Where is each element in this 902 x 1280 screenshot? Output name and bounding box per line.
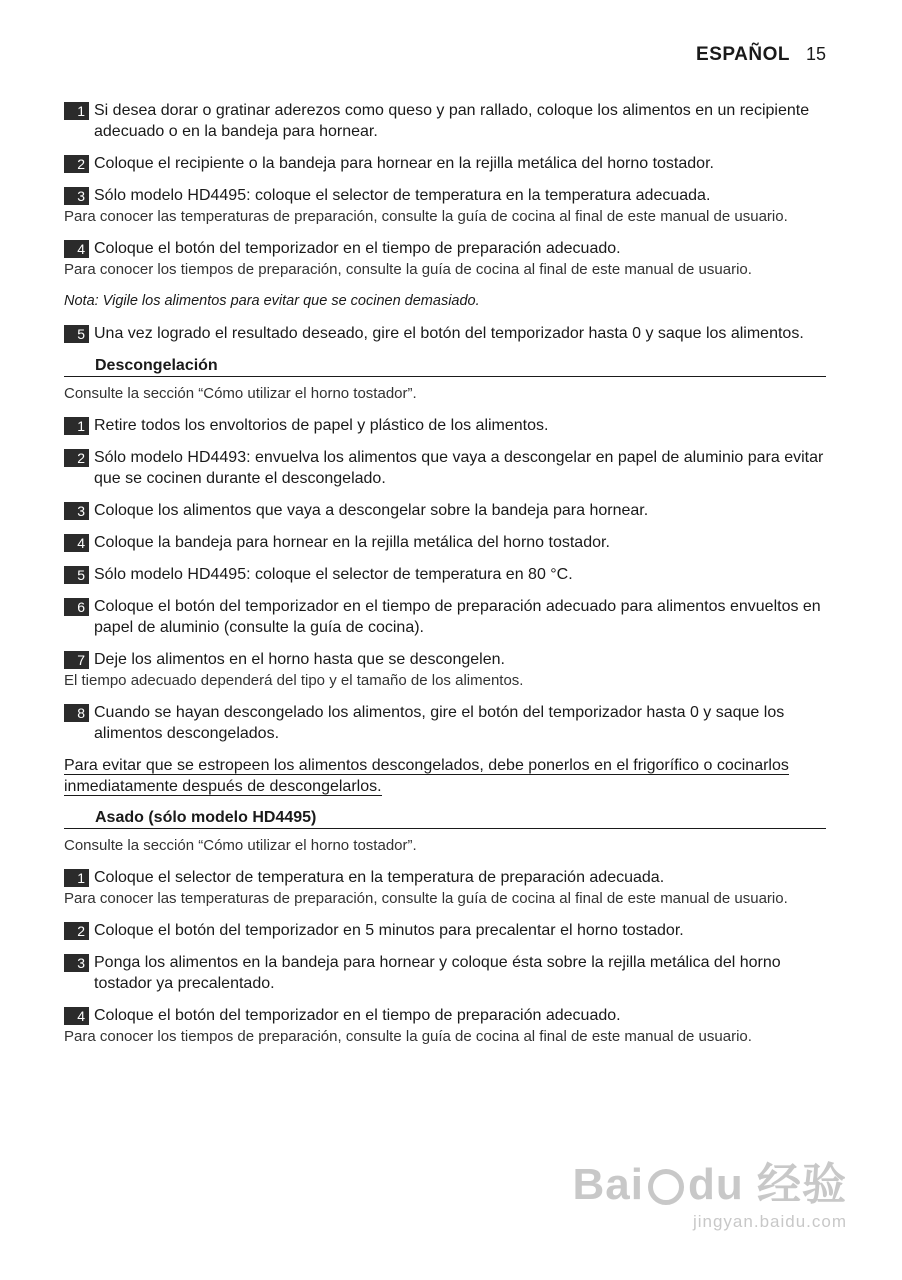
step-text: Sólo modelo HD4495: coloque el selector de temperatura en 80 °C. [94, 566, 573, 583]
step-number: 2 [64, 449, 89, 467]
step-number: 3 [64, 502, 89, 520]
language-label: ESPAÑOL [696, 44, 790, 65]
step-number: 5 [64, 325, 89, 343]
step-a1 [64, 100, 826, 142]
step-d1 [64, 415, 826, 436]
step-text: Deje los alimentos en el horno hasta que se descongelen. [94, 651, 505, 668]
step-a2 [64, 153, 826, 174]
step-number: 2 [64, 155, 89, 173]
step-text: Coloque el botón del temporizador en el tiempo de preparación adecuado. [94, 240, 621, 257]
step-text: Si desea dorar o gratinar aderezos como queso y pan rallado, coloque los alimentos en un recipiente adecuado o en la bandeja para hornear. [94, 102, 810, 140]
step-d2 [64, 447, 826, 489]
step-text: Una vez logrado el resultado deseado, gire el botón del temporizador hasta 0 y saque los alimentos. [94, 325, 804, 342]
step-text: Coloque el botón del temporizador en el tiempo de preparación adecuado. [94, 1007, 621, 1024]
step-note: Para conocer las temperaturas de preparación, consulte la guía de cocina al final de este manual de usuario. [64, 890, 788, 907]
step-number: 1 [64, 869, 89, 887]
step-note: Para conocer los tiempos de preparación, consulte la guía de cocina al final de este manual de usuario. [64, 261, 752, 278]
step-note: Para conocer las temperaturas de preparación, consulte la guía de cocina al final de este manual de usuario. [64, 208, 788, 225]
step-number: 1 [64, 102, 89, 120]
step-a5 [64, 323, 826, 344]
section-reference: Consulte la sección “Cómo utilizar el horno tostador”. [64, 385, 417, 402]
step-number: 4 [64, 240, 89, 258]
step-number: 3 [64, 954, 89, 972]
watermark-logo [573, 1148, 847, 1212]
watermark-logo-right: du 经验 [688, 1160, 847, 1209]
step-d4 [64, 532, 826, 553]
step-number: 6 [64, 598, 89, 616]
step-a4 [64, 238, 826, 280]
step-r2 [64, 920, 826, 941]
step-note: El tiempo adecuado dependerá del tipo y el tamaño de los alimentos. [64, 672, 524, 689]
step-text: Coloque los alimentos que vaya a descongelar sobre la bandeja para hornear. [94, 502, 649, 519]
step-text: Sólo modelo HD4495: coloque el selector de temperatura en la temperatura adecuada. [94, 187, 711, 204]
page-number: 15 [805, 44, 826, 64]
step-r1 [64, 867, 826, 909]
step-text: Coloque el botón del temporizador en el tiempo de preparación adecuado para alimentos envueltos en papel de aluminio (consulte la guía de cocina). [94, 598, 821, 636]
step-number: 5 [64, 566, 89, 584]
baidu-watermark [573, 1148, 847, 1232]
step-number: 2 [64, 922, 89, 940]
section-heading-descongelacion: Descongelación [64, 355, 826, 377]
step-text: Coloque el recipiente o la bandeja para hornear en la rejilla metálica del horno tostador. [94, 155, 714, 172]
warning-text [64, 755, 826, 797]
step-text: Coloque el selector de temperatura en la temperatura de preparación adecuada. [94, 869, 665, 886]
step-note: Para conocer los tiempos de preparación, consulte la guía de cocina al final de este manual de usuario. [64, 1028, 752, 1045]
step-text: Sólo modelo HD4493: envuelva los alimentos que vaya a descongelar en papel de aluminio para evitar que se cocinen durante el descongelado. [94, 449, 824, 487]
paw-icon [648, 1169, 684, 1205]
step-text: Cuando se hayan descongelado los alimentos, gire el botón del temporizador hasta 0 y saque los alimentos descongelados. [94, 704, 785, 742]
step-number: 4 [64, 534, 89, 552]
step-number: 7 [64, 651, 89, 669]
watermark-logo-left: Bai [572, 1160, 645, 1209]
step-r4 [64, 1005, 826, 1047]
section-heading-asado: Asado (sólo modelo HD4495) [64, 807, 826, 829]
step-text: Retire todos los envoltorios de papel y plástico de los alimentos. [94, 417, 549, 434]
step-d3 [64, 500, 826, 521]
page-header [696, 44, 826, 66]
step-d7 [64, 649, 826, 691]
step-d6 [64, 596, 826, 638]
step-number: 4 [64, 1007, 89, 1025]
step-d8 [64, 702, 826, 744]
step-number: 3 [64, 187, 89, 205]
step-text: Coloque la bandeja para hornear en la rejilla metálica del horno tostador. [94, 534, 610, 551]
step-a3 [64, 185, 826, 227]
step-number: 8 [64, 704, 89, 722]
step-text: Coloque el botón del temporizador en 5 minutos para precalentar el horno tostador. [94, 922, 684, 939]
step-d5 [64, 564, 826, 585]
watermark-url: jingyan.baidu.com [692, 1212, 847, 1231]
step-number: 1 [64, 417, 89, 435]
step-text: Ponga los alimentos en la bandeja para hornear y coloque ésta sobre la rejilla metálica del horno tostador ya precalentado. [94, 954, 781, 992]
note-text: Nota: Vigile los alimentos para evitar que se cocinen demasiado. [64, 293, 480, 309]
step-r3 [64, 952, 826, 994]
section-reference: Consulte la sección “Cómo utilizar el horno tostador”. [64, 837, 417, 854]
page-content [64, 100, 826, 1058]
warning-text-underlined: Para evitar que se estropeen los alimentos descongelados, debe ponerlos en el frigorífico o cocinarlos inmediatamente después de descongelarlos. [64, 757, 789, 795]
